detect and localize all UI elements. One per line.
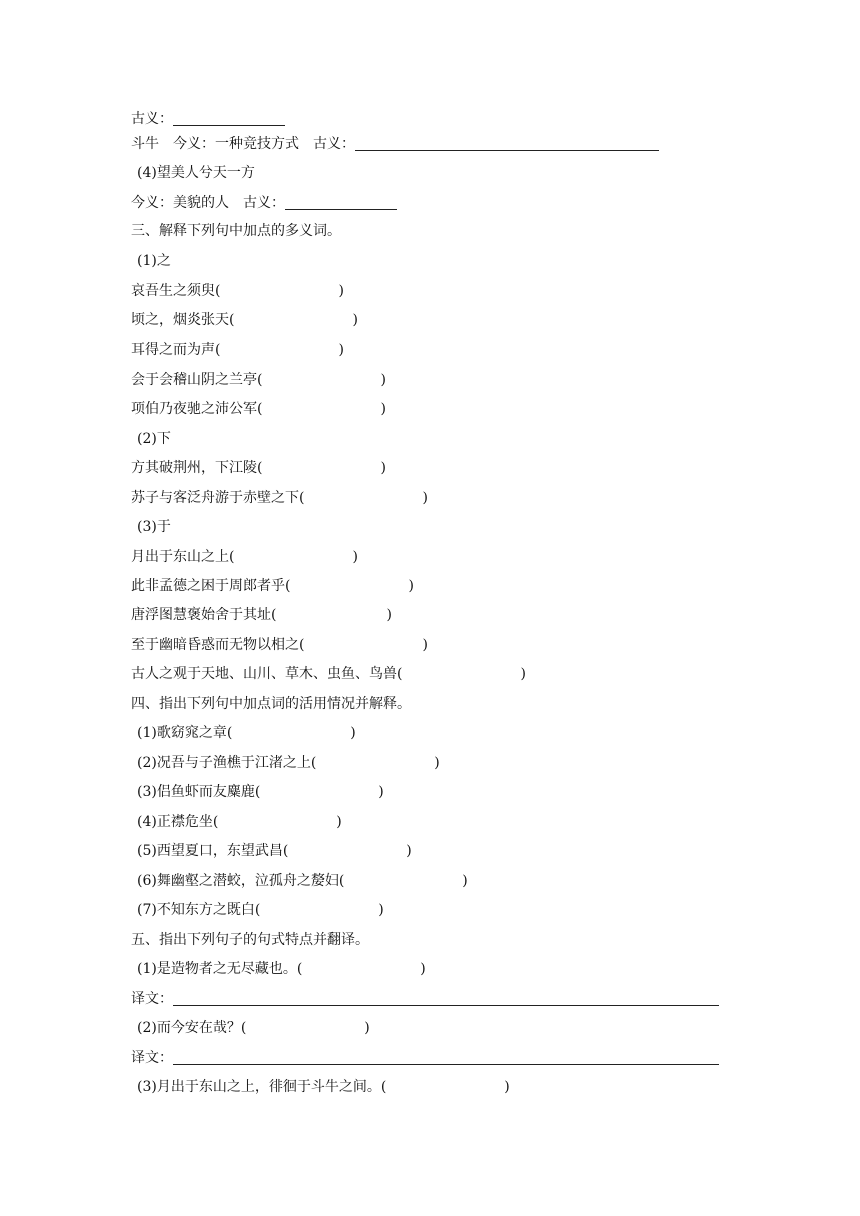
text-line: [131, 604, 392, 626]
text-line: [131, 398, 386, 420]
line-text: 耳得之而为声(: [131, 342, 221, 358]
text-line: [131, 546, 358, 568]
line-text: 月出于东山之上(: [131, 549, 235, 565]
line-text: 会于会稽山阴之兰亭(: [131, 372, 263, 388]
text-line: [131, 457, 386, 479]
line-text: (3)于: [137, 519, 171, 535]
text-line: [137, 1076, 510, 1098]
answer-blank[interactable]: [355, 135, 659, 151]
line-text: ): [422, 490, 428, 506]
line-text: (1)歌窈窕之章(: [137, 725, 233, 741]
text-line: [137, 516, 171, 538]
text-line: [131, 339, 344, 361]
line-text: 哀吾生之须臾(: [131, 283, 221, 299]
text-line: [131, 487, 428, 509]
line-text: ): [462, 873, 468, 889]
text-line: [137, 870, 468, 892]
line-text: ): [434, 755, 440, 771]
line-text: ): [352, 549, 358, 565]
answer-blank[interactable]: [173, 1049, 719, 1065]
line-text: 顷之，烟炎张天(: [131, 312, 235, 328]
text-line: [137, 1017, 370, 1039]
line-text: (7)不知东方之既白(: [137, 902, 261, 918]
text-line: [131, 133, 659, 155]
line-text: (6)舞幽壑之潜蛟，泣孤舟之嫠妇(: [137, 873, 345, 889]
line-text: 苏子与客泛舟游于赤壁之下(: [131, 490, 305, 506]
text-line: [131, 693, 411, 715]
line-text: 古人之观于天地、山川、草木、虫鱼、鸟兽(: [131, 666, 403, 682]
text-line: [137, 162, 255, 184]
line-text: 今义：美貌的人 古义：: [131, 195, 285, 211]
line-text: ): [380, 460, 386, 476]
text-line: [137, 752, 440, 774]
text-line: [131, 280, 344, 302]
line-text: 三、解释下列句中加点的多义词。: [131, 223, 341, 239]
answer-blank[interactable]: [285, 194, 397, 210]
line-text: ): [378, 784, 384, 800]
line-text: ): [364, 1020, 370, 1036]
text-line: [137, 428, 171, 450]
line-text: (1)是造物者之无尽藏也。(: [137, 961, 303, 977]
text-line: [137, 722, 356, 744]
line-text: ): [338, 283, 344, 299]
line-text: ): [378, 902, 384, 918]
text-line: [131, 220, 341, 242]
line-text: 唐浮图慧褒始舍于其址(: [131, 607, 277, 623]
line-text: (5)西望夏口，东望武昌(: [137, 843, 289, 859]
line-text: ): [380, 401, 386, 417]
line-text: ): [352, 312, 358, 328]
line-text: ): [422, 637, 428, 653]
line-text: (1)之: [137, 253, 171, 269]
text-line: [137, 250, 171, 272]
answer-blank[interactable]: [173, 990, 719, 1006]
text-line: [131, 663, 526, 685]
text-line: [131, 988, 719, 1010]
line-text: ): [520, 666, 526, 682]
text-line: [131, 929, 369, 951]
line-text: 译文：: [131, 991, 173, 1007]
line-text: ): [408, 578, 414, 594]
line-text: 此非孟德之困于周郎者乎(: [131, 578, 291, 594]
line-text: 方其破荆州，下江陵(: [131, 460, 263, 476]
text-line: [131, 192, 397, 214]
line-text: (2)况吾与子渔樵于江渚之上(: [137, 755, 317, 771]
text-line: [137, 899, 384, 921]
line-text: 译文：: [131, 1050, 173, 1066]
line-text: (4)正襟危坐(: [137, 814, 219, 830]
text-line: [137, 958, 426, 980]
text-line: [131, 309, 358, 331]
line-text: ): [350, 725, 356, 741]
line-text: (3)侣鱼虾而友麋鹿(: [137, 784, 261, 800]
line-text: ): [420, 961, 426, 977]
line-text: (3)月出于东山之上，徘徊于斗牛之间。(: [137, 1079, 387, 1095]
text-line: [137, 811, 342, 833]
line-text: ): [380, 372, 386, 388]
answer-blank[interactable]: [173, 110, 285, 126]
text-line: [131, 369, 386, 391]
text-line: [131, 575, 414, 597]
line-text: 古义：: [131, 111, 173, 127]
line-text: ): [386, 607, 392, 623]
line-text: 斗牛 今义：一种竞技方式 古义：: [131, 136, 355, 152]
line-text: ): [504, 1079, 510, 1095]
line-text: (4)望美人兮天一方: [137, 165, 255, 181]
line-text: ): [336, 814, 342, 830]
text-line: [137, 781, 384, 803]
text-line: [137, 840, 412, 862]
line-text: 项伯乃夜驰之沛公军(: [131, 401, 263, 417]
line-text: 四、指出下列句中加点词的活用情况并解释。: [131, 696, 411, 712]
text-line: [131, 108, 285, 130]
line-text: (2)而今安在哉？(: [137, 1020, 247, 1036]
line-text: ): [338, 342, 344, 358]
line-text: ): [406, 843, 412, 859]
line-text: 五、指出下列句子的句式特点并翻译。: [131, 932, 369, 948]
line-text: (2)下: [137, 431, 171, 447]
line-text: 至于幽暗昏惑而无物以相之(: [131, 637, 305, 653]
text-line: [131, 634, 428, 656]
text-line: [131, 1047, 719, 1069]
